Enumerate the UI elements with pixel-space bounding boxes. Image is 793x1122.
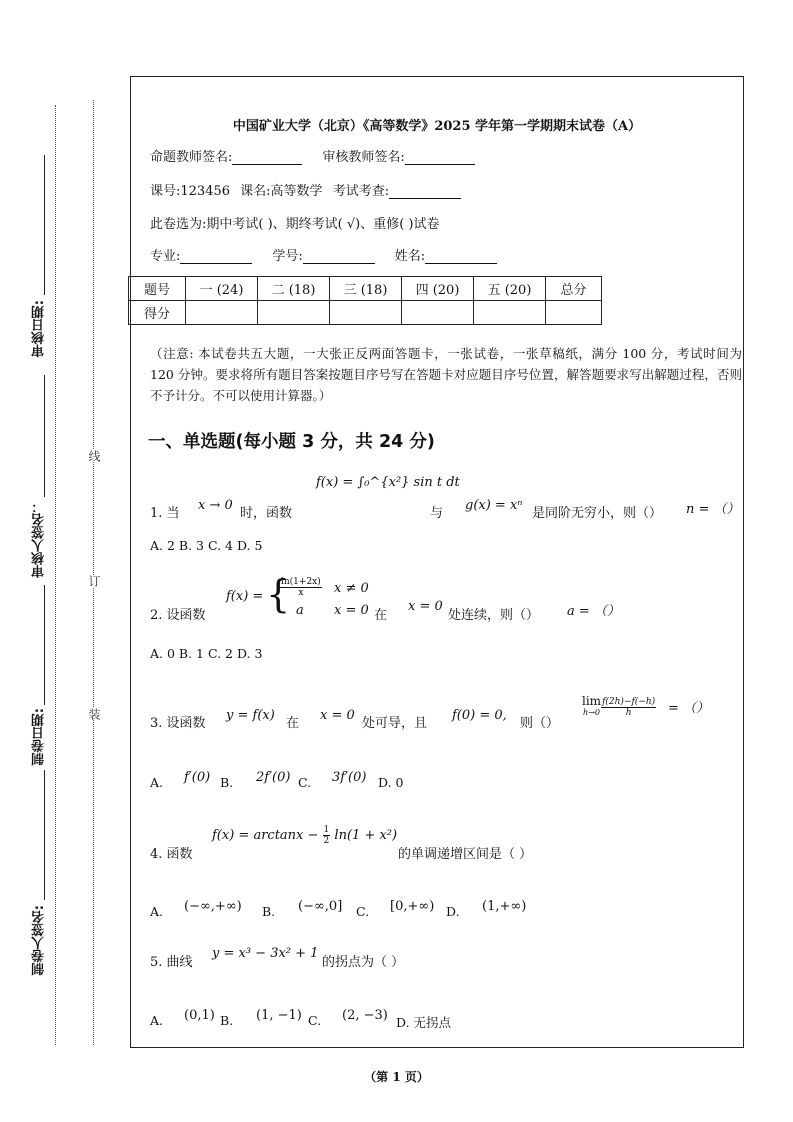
q1-formula: f(x) = ∫₀^{x²} sin t dt xyxy=(316,475,460,490)
score-header-cell: 题号 xyxy=(129,277,186,301)
exam-title: 中国矿业大学（北京）《高等数学》2025 学年第一学期期末试卷（A） xyxy=(232,119,642,134)
score-cell[interactable] xyxy=(258,301,330,325)
score-header-cell: 二 (18) xyxy=(258,277,330,301)
major-field[interactable] xyxy=(180,249,252,264)
q3-lim-word: lim xyxy=(582,694,602,708)
q4-option-b: (−∞,0] xyxy=(298,899,343,914)
q4-option-d: (1,+∞) xyxy=(482,899,527,914)
q2-prefix: 2. 设函数 xyxy=(150,608,206,623)
score-value-row xyxy=(129,301,602,325)
checker-sign-field[interactable] xyxy=(405,150,475,165)
q3-option-c-label: C. xyxy=(298,775,312,790)
score-header-cell: 总分 xyxy=(546,277,602,301)
score-cell[interactable] xyxy=(546,301,602,325)
q4-formula-left: f(x) = arctanx − xyxy=(212,828,319,843)
q1-mid: 时，函数 xyxy=(240,506,293,521)
q4-option-a: (−∞,+∞) xyxy=(184,899,242,914)
q2-case2-condition: x = 0 xyxy=(334,603,369,618)
q2-suffix: 处连续，则（） xyxy=(448,608,540,623)
q3-ask: = （） xyxy=(668,701,710,716)
q4-option-a-label: A. xyxy=(150,904,164,919)
q2-case2-value: a xyxy=(296,603,304,618)
q5-option-b-label: B. xyxy=(220,1013,234,1028)
q3-limit-numerator: f(2h)−f(−h) xyxy=(602,696,656,707)
q4-option-b-label: B. xyxy=(262,904,276,919)
binding-dotted-line-outer xyxy=(55,105,56,1045)
score-header-cell: 一 (24) xyxy=(186,277,258,301)
binding-word-line: 线 xyxy=(87,450,101,462)
name-label: 姓名: xyxy=(394,249,426,264)
student-info-row xyxy=(150,245,497,264)
q2-point: x = 0 xyxy=(408,599,443,614)
q1-ask: n = （） xyxy=(686,502,740,517)
q3-then: 则（） xyxy=(520,716,560,731)
q3-condition: f(0) = 0, xyxy=(452,708,507,723)
setter-sign-row xyxy=(150,146,475,165)
exam-type-field[interactable] xyxy=(389,184,461,199)
reviewer-sign-line xyxy=(44,375,45,497)
q1-suffix: 是同阶无穷小，则（） xyxy=(532,506,663,521)
q3-option-d: D. 0 xyxy=(378,775,404,790)
q4-option-c: [0,+∞) xyxy=(390,899,435,914)
q3-limit xyxy=(582,695,656,719)
binding-word-bind: 订 xyxy=(87,575,101,587)
q3-mid: 处可导，且 xyxy=(362,716,428,731)
q5-option-d: D. 无拐点 xyxy=(396,1015,452,1030)
q1-g-function: g(x) = xⁿ xyxy=(465,498,523,513)
q3-lim-subscript: h→0 xyxy=(583,708,600,717)
q2-case1-condition: x ≠ 0 xyxy=(334,581,369,596)
setter-sign-label: 命题教师签名: xyxy=(150,150,233,165)
q3-option-b-label: B. xyxy=(220,775,234,790)
score-header-cell: 三 (18) xyxy=(330,277,402,301)
q4-half-denominator: 2 xyxy=(323,836,330,846)
score-cell[interactable] xyxy=(186,301,258,325)
exam-type-label: 考试考查: xyxy=(332,184,390,199)
reviewer-date-line xyxy=(44,155,45,295)
major-label: 专业: xyxy=(150,249,181,264)
maker-sign-line xyxy=(44,770,45,900)
q2-f-left: f(x) = xyxy=(226,589,264,604)
maker-sign-label: 制卷人签名: xyxy=(32,905,47,976)
binding-dotted-line-inner xyxy=(93,100,94,1045)
q3-option-b: 2f′(0) xyxy=(256,770,291,785)
q4-option-d-label: D. xyxy=(446,904,460,919)
score-cell[interactable] xyxy=(330,301,402,325)
q2-case1-fraction xyxy=(280,577,322,598)
q5-option-a: (0,1) xyxy=(184,1008,215,1023)
score-header-row xyxy=(129,277,602,301)
student-id-field[interactable] xyxy=(303,249,375,264)
setter-sign-field[interactable] xyxy=(232,150,302,165)
q5-formula: y = x³ − 3x² + 1 xyxy=(212,946,319,961)
q3-option-a: f′(0) xyxy=(184,770,211,785)
q5-option-c: (2, −3) xyxy=(342,1008,388,1023)
q4-prefix: 4. 函数 xyxy=(150,847,193,862)
q4-half-numerator: 1 xyxy=(323,825,330,835)
q2-ask: a = （） xyxy=(567,604,620,619)
course-name: 课名:高等数学 xyxy=(240,184,323,199)
q4-formula xyxy=(212,825,397,846)
q3-option-a-label: A. xyxy=(150,775,164,790)
score-cell[interactable] xyxy=(474,301,546,325)
q4-half-fraction xyxy=(323,825,331,846)
checker-sign-label: 审核教师签名: xyxy=(322,150,405,165)
q1-condition: x → 0 xyxy=(198,498,233,513)
q1-prefix: 1. 当 xyxy=(150,506,180,521)
q3-option-c: 3f′(0) xyxy=(332,770,367,785)
reviewer-date-label: 审核日期: xyxy=(32,300,47,358)
q3-limit-denominator: h xyxy=(625,707,632,718)
q5-prefix: 5. 曲线 xyxy=(150,955,193,970)
q1-and: 与 xyxy=(430,506,444,521)
maker-date-line xyxy=(44,585,45,705)
q5-option-b: (1, −1) xyxy=(256,1008,302,1023)
q2-case1-numerator: ln(1+2x) xyxy=(281,577,321,587)
score-cell[interactable] xyxy=(402,301,474,325)
page-number: （第 1 页） xyxy=(364,1070,429,1084)
q2-brace: { xyxy=(266,572,291,616)
q3-at: 在 xyxy=(286,716,300,731)
student-id-label: 学号: xyxy=(272,249,303,264)
q4-suffix: 的单调递增区间是（ ） xyxy=(398,847,533,862)
course-row xyxy=(150,180,461,199)
score-row-label: 得分 xyxy=(129,301,186,325)
q2-options: A. 0 B. 1 C. 2 D. 3 xyxy=(150,646,263,661)
maker-date-label: 制卷日期: xyxy=(32,708,47,766)
q4-option-c-label: C. xyxy=(356,904,370,919)
q3-point: x = 0 xyxy=(320,708,355,723)
score-header-cell: 五 (20) xyxy=(474,277,546,301)
q2-case1-denominator: x xyxy=(298,588,304,598)
q4-formula-right: ln(1 + x²) xyxy=(334,828,398,843)
score-table xyxy=(128,276,602,325)
exam-kind-row: 此卷选为:期中考试( )、期终考试( √)、重修( )试卷 xyxy=(150,217,440,232)
q5-option-c-label: C. xyxy=(308,1013,322,1028)
section-title: 一、单选题(每小题 3 分，共 24 分) xyxy=(148,432,435,452)
course-number: 课号:123456 xyxy=(150,184,231,199)
exam-notice: （注意: 本试卷共五大题，一大张正反两面答题卡，一张试卷，一张草稿纸，满分 100 分，考试时间为 120 分钟。要求将所有题目答案按题目序号写在答题卡对应题目序号位置，解答题要求写出解题过程，否则不予计分。不可以使用计算器。） xyxy=(150,346,742,403)
q3-prefix: 3. 设函数 xyxy=(150,716,206,731)
binding-word-seal: 装 xyxy=(87,708,101,720)
q5-suffix: 的拐点为（ ） xyxy=(322,955,405,970)
q3-function: y = f(x) xyxy=(226,708,275,723)
name-field[interactable] xyxy=(425,249,497,264)
q2-at: 在 xyxy=(374,608,388,623)
q1-options: A. 2 B. 3 C. 4 D. 5 xyxy=(150,538,263,553)
score-header-cell: 四 (20) xyxy=(402,277,474,301)
q5-option-a-label: A. xyxy=(150,1013,164,1028)
reviewer-sign-label: 审核人签名： xyxy=(32,500,47,578)
q3-limit-fraction xyxy=(601,697,656,718)
